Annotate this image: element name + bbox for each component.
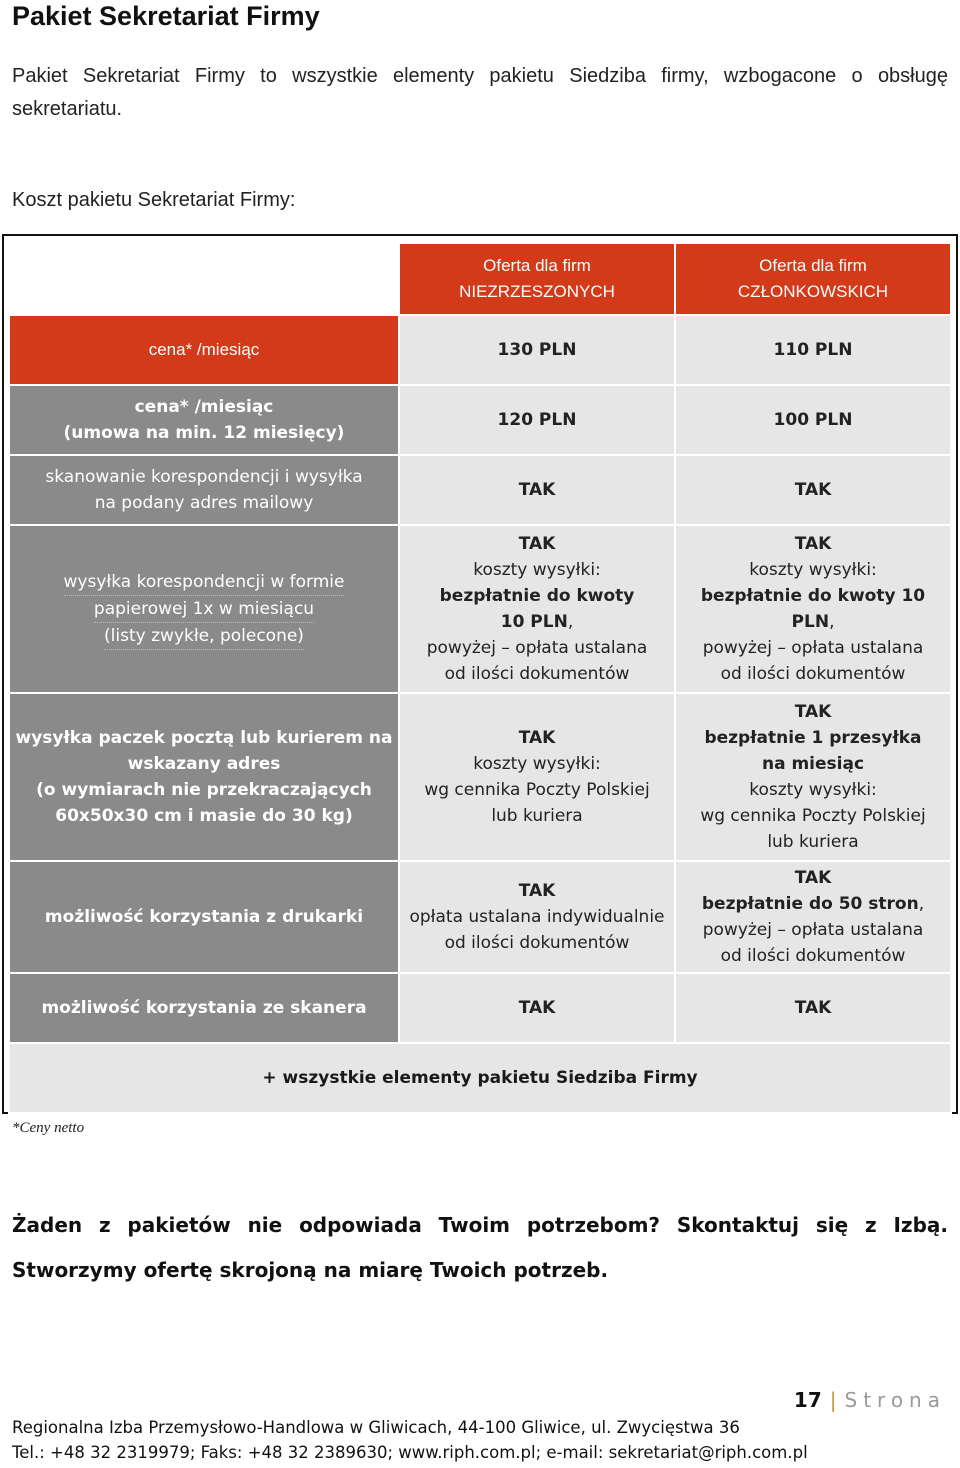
cta-line-1: Żaden z pakietów nie odpowiada Twoim potrzebom? Skontaktuj się z Izbą.	[12, 1213, 948, 1237]
all-elements-row: + wszystkie elementy pakietu Siedziba Firmy	[9, 1043, 951, 1113]
price12-label: cena* /miesiąc (umowa na min. 12 miesięcy)	[9, 385, 399, 455]
header-nonmembers: Oferta dla firm NIEZRZESZONYCH	[399, 243, 675, 315]
page-title: Pakiet Sekretariat Firmy	[12, 1, 320, 31]
printer-nonmembers: TAK opłata ustalana indywidualnie od ilości dokumentów	[399, 861, 675, 973]
printer-members: TAK bezpłatnie do 50 stron, powyżej – opłata ustalana od ilości dokumentów	[675, 861, 951, 973]
price-members: 110 PLN	[675, 315, 951, 385]
table-row	[9, 525, 951, 693]
table-row	[9, 861, 951, 973]
table-row	[9, 693, 951, 861]
table-row	[9, 385, 951, 455]
printer-label: możliwość korzystania z drukarki	[9, 861, 399, 973]
footer-address: Regionalna Izba Przemysłowo-Handlowa w Gliwicach, 44-100 Gliwice, ul. Zwycięstwa 36	[12, 1418, 740, 1437]
table-header-row	[9, 243, 951, 315]
pricing-table	[8, 242, 952, 1114]
price-label: cena* /miesiąc	[9, 315, 399, 385]
header-members: Oferta dla firm CZŁONKOWSKICH	[675, 243, 951, 315]
price12-nonmembers: 120 PLN	[399, 385, 675, 455]
page-number: 17 | Strona	[793, 1388, 946, 1412]
scanner-label: możliwość korzystania ze skanera	[9, 973, 399, 1043]
table-row	[9, 1043, 951, 1113]
intro-paragraph: Pakiet Sekretariat Firmy to wszystkie elementy pakietu Siedziba firmy, wzbogacone o obsługę sekretariatu.	[12, 65, 948, 120]
scan-members: TAK	[675, 455, 951, 525]
price12-members: 100 PLN	[675, 385, 951, 455]
price-nonmembers: 130 PLN	[399, 315, 675, 385]
net-prices-note: *Ceny netto	[12, 1120, 85, 1136]
scan-label: skanowanie korespondencji i wysyłka na podany adres mailowy	[9, 455, 399, 525]
header-empty-cell	[9, 243, 399, 315]
mail-nonmembers: TAK koszty wysyłki: bezpłatnie do kwoty 10 PLN, powyżej – opłata ustalana od ilości dokumentów	[399, 525, 675, 693]
cta-line-2: Stworzymy ofertę skrojoną na miarę Twoich potrzeb.	[12, 1258, 609, 1282]
table-row	[9, 973, 951, 1043]
table-row	[9, 455, 951, 525]
scanner-nonmembers: TAK	[399, 973, 675, 1043]
mail-label: wysyłka korespondencji w formie papierowej 1x w miesiącu (listy zwykłe, polecone)	[9, 525, 399, 693]
scanner-members: TAK	[675, 973, 951, 1043]
parcel-nonmembers: TAK koszty wysyłki: wg cennika Poczty Polskiej lub kuriera	[399, 693, 675, 861]
parcel-label: wysyłka paczek pocztą lub kurierem na wskazany adres (o wymiarach nie przekraczających 60x50x30 cm i masie do 30 kg)	[9, 693, 399, 861]
parcel-members: TAK bezpłatnie 1 przesyłka na miesiąc koszty wysyłki: wg cennika Poczty Polskiej lub kuriera	[675, 693, 951, 861]
scan-nonmembers: TAK	[399, 455, 675, 525]
mail-members: TAK koszty wysyłki: bezpłatnie do kwoty 10 PLN, powyżej – opłata ustalana od ilości dokumentów	[675, 525, 951, 693]
footer-contact: Tel.: +48 32 2319979; Faks: +48 32 2389630; www.riph.com.pl; e-mail: sekretariat@riph.com.pl	[12, 1443, 808, 1462]
table-row	[9, 315, 951, 385]
cost-heading: Koszt pakietu Sekretariat Firmy:	[12, 189, 296, 211]
